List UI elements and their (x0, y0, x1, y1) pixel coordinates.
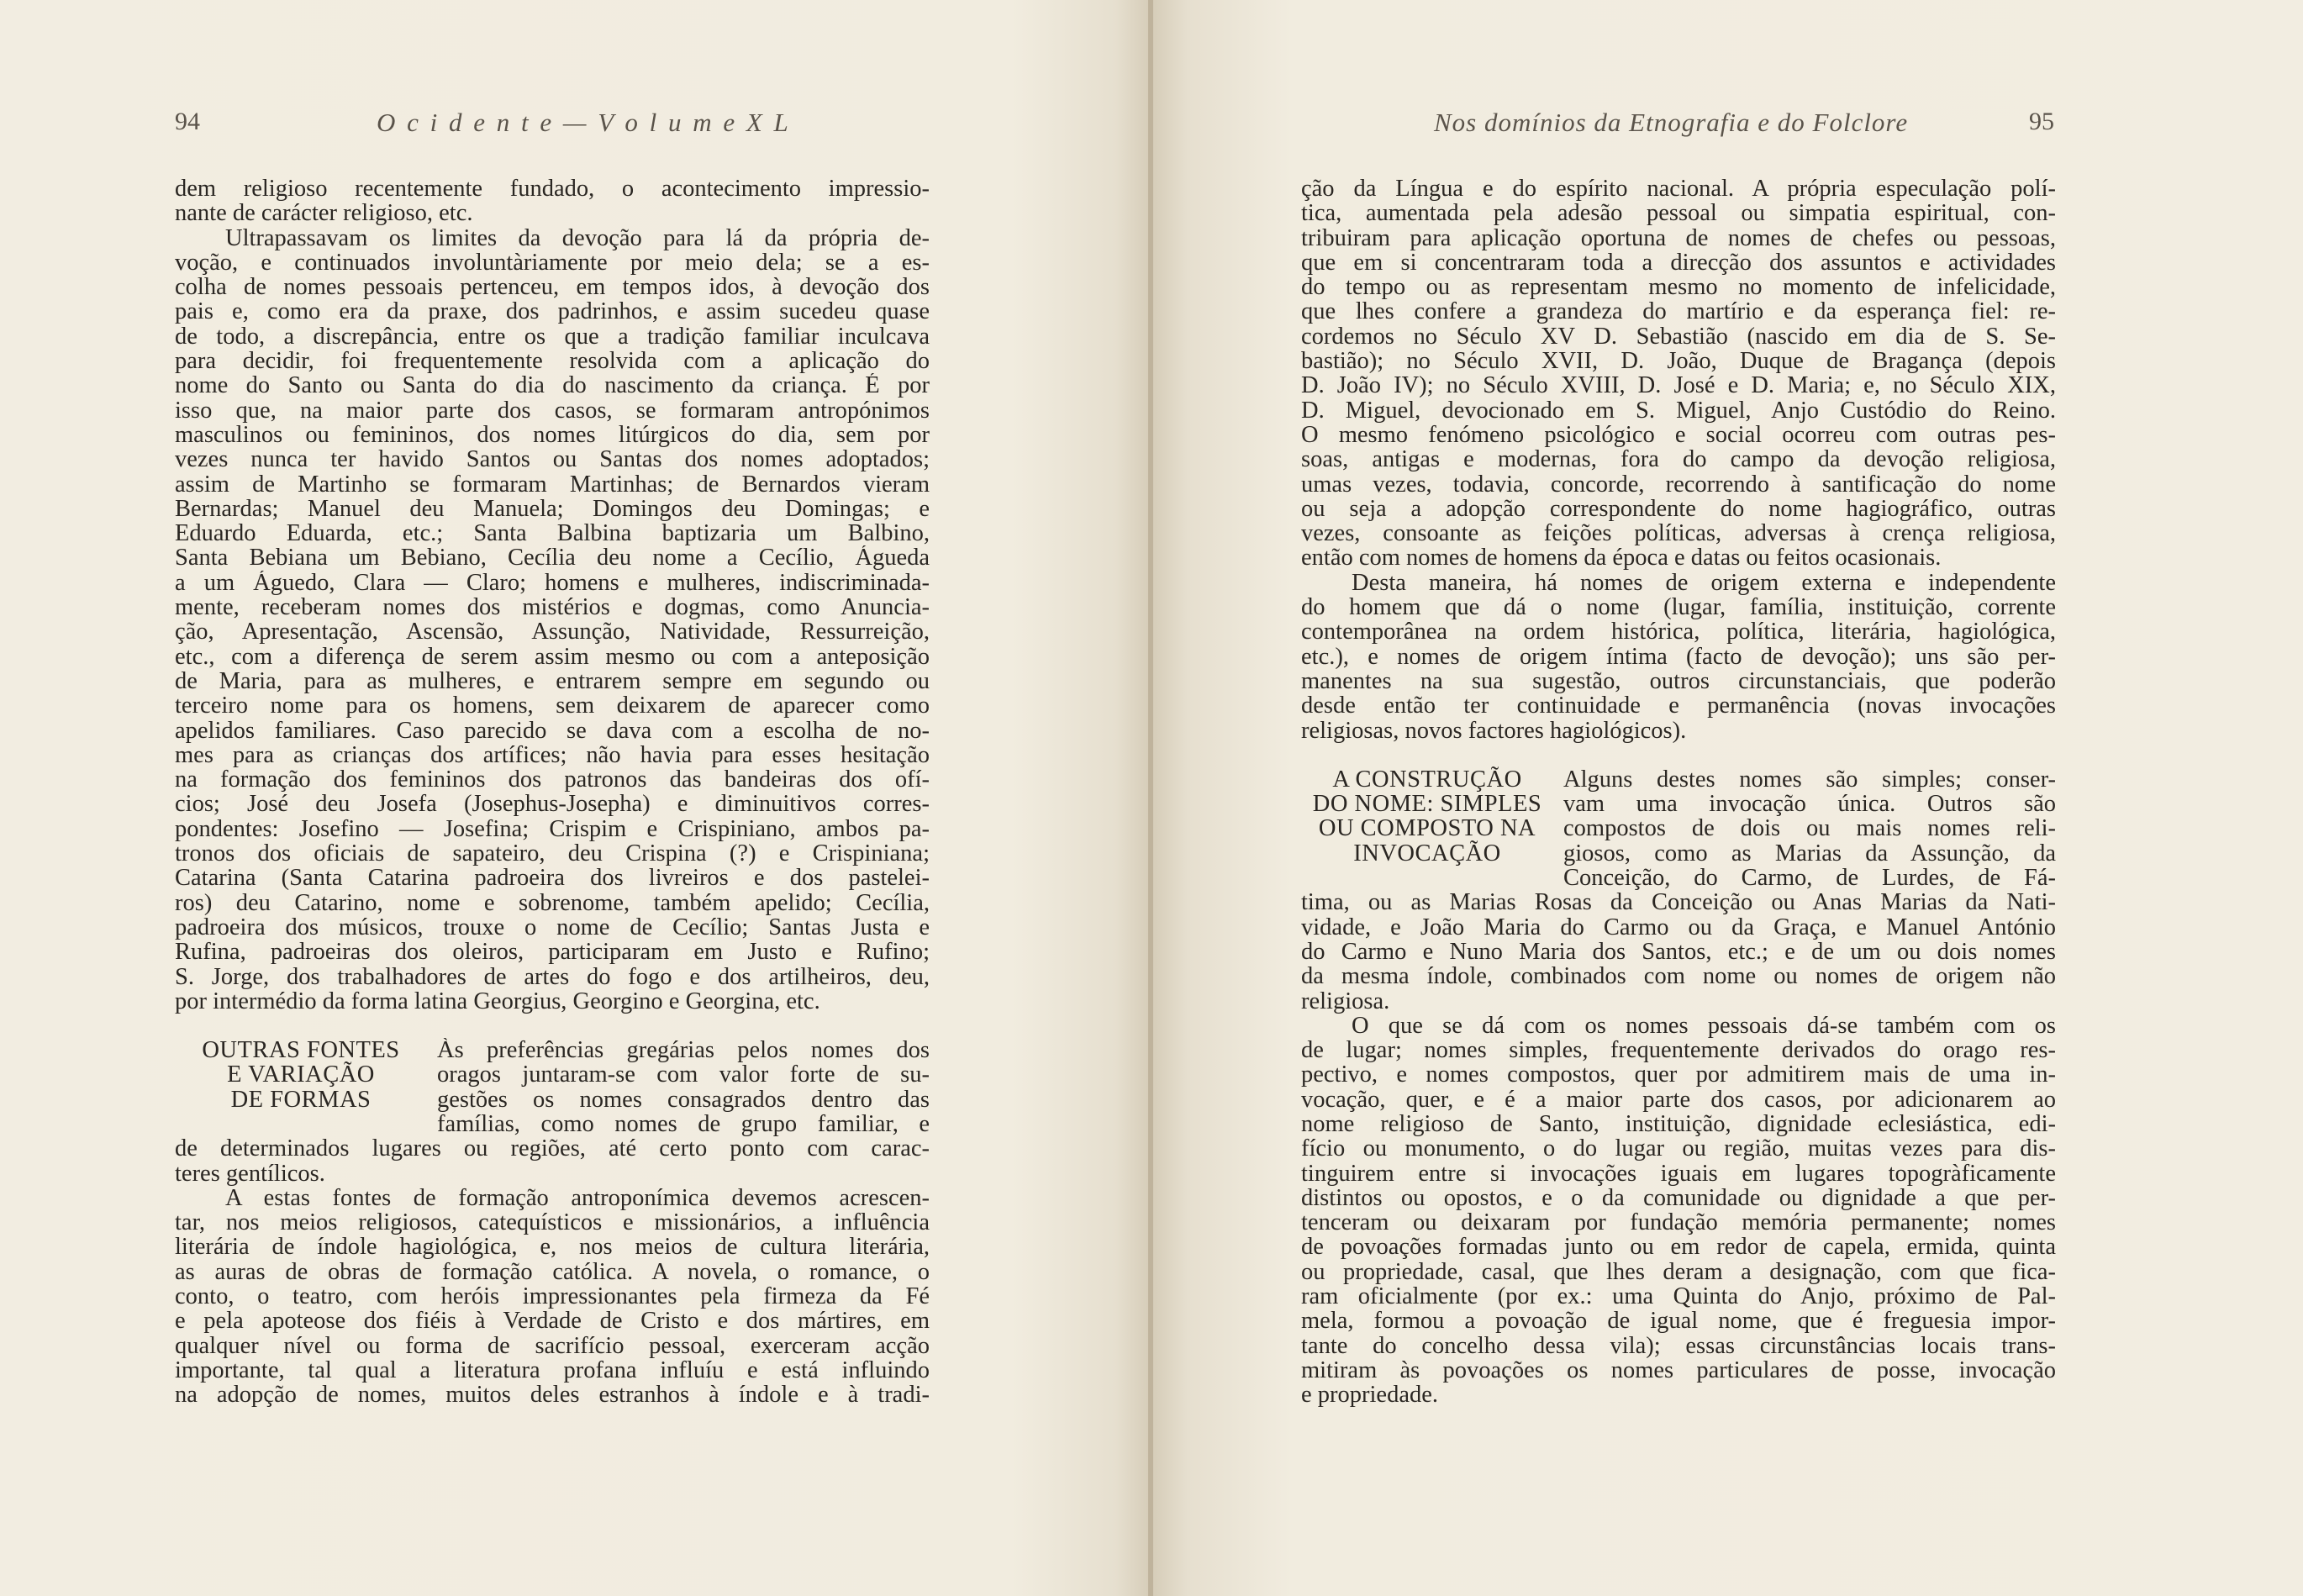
text-line: D. João IV); no Século XVIII, D. José e D. Maria; e, no Século XIX, (1301, 373, 2056, 398)
text-line: tinguirem entre si invocações iguais em lugares topogràficamente (1301, 1161, 2056, 1186)
text-line: fício ou monumento, o do lugar ou região, muitas vezes para dis- (1301, 1136, 2056, 1161)
page-number-left: 94 (175, 108, 200, 135)
text-line: S. Jorge, dos trabalhadores de artes do fogo e dos artilheiros, deu, (175, 964, 930, 989)
text-line: de povoações formadas junto ou em redor de capela, ermida, quinta (1301, 1235, 2056, 1260)
right-paragraph-1 (1301, 176, 2056, 571)
text-line: Às preferências gregárias pelos nomes dos (437, 1038, 930, 1063)
text-line: umas vezes, todavia, concorde, recorrendo à santificação do nome (1301, 471, 2056, 497)
left-paragraph-4 (175, 1186, 930, 1408)
text-line: do homem que dá o nome (lugar, família, instituição, corrente (1301, 595, 2056, 620)
text-line: de Maria, para as mulheres, e entrarem sempre em segundo ou (175, 668, 930, 694)
text-line: da mesma índole, combinados com nome ou nomes de origem não (1301, 964, 2056, 989)
text-line: nome do Santo ou Santa do dia do nascimento da criança. É por (175, 373, 930, 398)
sidehead-line: E VARIAÇÃO (227, 1061, 375, 1088)
text-line: que lhes confere a grandeza do martírio e da esperança fiel: re- (1301, 299, 2056, 324)
page-number-right: 95 (2029, 108, 2054, 135)
text-line: etc.), e nomes de origem íntima (facto de devoção); uns são per- (1301, 644, 2056, 669)
text-line: pondentes: Josefino — Josefina; Crispim e Crispiniano, ambos pa- (175, 816, 930, 842)
text-line: giosos, como as Marias da Assunção, da (1563, 840, 2056, 866)
text-line: na formação dos femininos dos patronos das bandeiras dos ofí- (175, 767, 930, 793)
right-sidehead-section (1301, 767, 2056, 890)
text-line: gestões os nomes consagrados dentro das (437, 1087, 930, 1112)
text-line: tima, ou as Marias Rosas da Conceição ou Anas Marias da Nati- (1301, 890, 2056, 915)
text-line: padroeira dos músicos, trouxe o nome de Cecílio; Santas Justa e (175, 914, 930, 940)
text-line: as auras de obras de formação católica. A novela, o romance, o (175, 1259, 930, 1285)
text-line: tronos dos oficiais de sapateiro, deu Crispina (?) e Crispiniana; (175, 841, 930, 866)
sidehead-line: DE FORMAS (230, 1086, 372, 1113)
text-line: masculinos ou femininos, dos nomes litúrgicos do dia, sem por (175, 422, 930, 448)
text-line: apelidos familiares. Caso parecido se dava com a escolha de no- (175, 718, 930, 743)
text-line: mela, formou a povoação de igual nome, que é freguesia impor- (1301, 1309, 2056, 1334)
text-line: voção, e continuados involuntàriamente por meio dela; se a es- (175, 250, 930, 276)
text-line: distintos ou opostos, e o da comunidade ou dignidade a que per- (1301, 1185, 2056, 1211)
text-line: Santa Bebiana um Bebiano, Cecília deu nome a Cecílio, Águeda (175, 545, 930, 571)
text-line: tenceram ou deixaram por fundação memória permanente; nomes (1301, 1210, 2056, 1235)
text-line: mente, receberam nomes dos mistérios e dogmas, como Anuncia- (175, 595, 930, 620)
text-line: A estas fontes de formação antroponímica devemos acrescen- (225, 1185, 930, 1211)
text-line: do Carmo e Nuno Maria dos Santos, etc.; e de um ou dois nomes (1301, 939, 2056, 965)
text-line: a um Águedo, Clara — Claro; homens e mulheres, indiscriminada- (175, 570, 930, 596)
left-paragraph-2 (175, 226, 930, 1014)
text-line: religiosa. (1301, 988, 1390, 1014)
sidehead-line: INVOCAÇÃO (1353, 840, 1501, 866)
text-line: do tempo ou as representam mesmo no momento de infelicidade, (1301, 275, 2056, 300)
text-line: ou seja a adopção correspondente do nome hagiográfico, outras (1301, 496, 2056, 522)
left-sidehead-section (175, 1038, 930, 1136)
right-text-block (1301, 176, 2056, 1408)
text-line: pais e, como era da praxe, dos padrinhos, e assim sucedeu quase (175, 299, 930, 324)
right-paragraph-3-side (1563, 767, 2056, 890)
text-line: desde então ter continuidade e permanência (novas invocações (1301, 693, 2056, 719)
text-line: na adopção de nomes, muitos deles estranhos à índole e à tradi- (175, 1383, 930, 1408)
text-line: assim de Martinho se formaram Martinhas; de Bernardos vieram (175, 471, 930, 497)
text-line: Conceição, do Carmo, de Lurdes, de Fá- (1563, 866, 2056, 891)
text-line: vezes, consoante as feições políticas, adversas à crença religiosa, (1301, 521, 2056, 546)
text-line: famílias, como nomes de grupo familiar, e (437, 1111, 930, 1137)
right-sidehead (1301, 767, 1553, 866)
left-paragraph-1 (175, 176, 930, 226)
text-line: de determinados lugares ou regiões, até certo ponto com carac- (175, 1136, 930, 1161)
text-line: conto, o teatro, com heróis impressionantes pela firmeza da Fé (175, 1284, 930, 1309)
running-head-left: O c i d e n t e — V o l u m e X L (377, 108, 791, 137)
text-line: tar, nos meios religiosos, catequísticos e missionários, a influência (175, 1210, 930, 1235)
text-line: religiosas, novos factores hagiológicos). (1301, 718, 1687, 743)
text-line: Catarina (Santa Catarina padroeira dos livreiros e dos pastelei- (175, 866, 930, 891)
right-page (1153, 0, 2303, 1596)
text-line: que em si concentraram toda a direcção dos assuntos e actividades (1301, 250, 2056, 276)
text-line: qualquer nível ou forma de sacrifício pessoal, exerceram acção (175, 1333, 930, 1358)
text-line: e propriedade. (1301, 1383, 1438, 1408)
text-line: mitiram às povoações os nomes particulares de posse, invocação (1301, 1357, 2056, 1383)
text-line: cios; José deu Josefa (Josephus-Josepha) e diminuitivos corres- (175, 792, 930, 817)
text-line: dem religioso recentemente fundado, o acontecimento impressio- (175, 176, 930, 202)
text-line: Eduardo Eduarda, etc.; Santa Balbina baptizaria um Balbino, (175, 521, 930, 546)
text-line: pectivo, e nomes compostos, quer por admitirem mais de uma in- (1301, 1062, 2056, 1088)
text-line: para decidir, foi frequentemente resolvida com a aplicação do (175, 349, 930, 374)
text-line: vam uma invocação única. Outros são (1563, 792, 2056, 817)
text-line: teres gentílicos. (175, 1161, 325, 1186)
text-line: literária de índole hagiológica, e, nos meios de cultura literária, (175, 1235, 930, 1260)
text-line: vocação, quer, e é a maior parte dos casos, por adicionarem ao (1301, 1087, 2056, 1112)
left-sidehead (175, 1038, 427, 1112)
text-line: Alguns destes nomes são simples; conser- (1563, 766, 2056, 793)
text-line: vidade, e João Maria do Carmo ou da Graça, e Manuel António (1301, 914, 2056, 940)
text-line: ros) deu Catarino, nome e sobrenome, também apelido; Cecília, (175, 890, 930, 915)
text-line: de todo, a discrepância, entre os que a tradição familiar inculcava (175, 324, 930, 350)
text-line: contemporânea na ordem histórica, política, literária, hagiológica, (1301, 619, 2056, 645)
text-line: por intermédio da forma latina Georgius, Georgino e Georgina, etc. (175, 988, 820, 1014)
text-line: cordemos no Século XV D. Sebastião (nascido em dia de S. Se- (1301, 324, 2056, 350)
sidehead-line: DO NOME: SIMPLES (1312, 791, 1542, 818)
text-line: O mesmo fenómeno psicológico e social ocorreu com outras pes- (1301, 422, 2056, 448)
text-line: Rufina, padroeiras dos oleiros, participaram em Justo e Rufino; (175, 940, 930, 965)
text-line: ção, Apresentação, Ascensão, Assunção, Natividade, Ressurreição, (175, 619, 930, 645)
text-line: nome religioso de Santo, instituição, dignidade eclesiástica, edi- (1301, 1111, 2056, 1137)
text-line: colha de nomes pessoais pertenceu, em tempos idos, à devoção dos (175, 275, 930, 300)
text-line: terceiro nome para os homens, sem deixarem de aparecer como (175, 693, 930, 719)
text-line: etc., com a diferença de serem assim mesmo ou com a anteposição (175, 644, 930, 669)
left-paragraph-3-full (175, 1136, 930, 1186)
text-line: Ultrapassavam os limites da devoção para lá da própria de- (225, 225, 930, 250)
text-line: ção da Língua e do espírito nacional. A própria especulação polí- (1301, 176, 2056, 202)
text-line: tribuiram para aplicação oportuna de nomes de chefes ou pessoas, (1301, 225, 2056, 250)
text-line: então com nomes de homens da época e datas ou feitos ocasionais. (1301, 545, 1942, 571)
text-line: de lugar; nomes simples, frequentemente derivados do orago res- (1301, 1038, 2056, 1063)
sidehead-line: A CONSTRUÇÃO (1332, 766, 1522, 793)
right-paragraph-4 (1301, 1014, 2056, 1408)
text-line: oragos juntaram-se com valor forte de su- (437, 1062, 930, 1088)
text-line: bastião); no Século XVII, D. João, Duque de Bragança (depois (1301, 349, 2056, 374)
text-line: Desta maneira, há nomes de origem externa e independente (1352, 570, 2056, 596)
running-head-right: Nos domínios da Etnografia e do Folclore (1434, 108, 1909, 137)
text-line: Bernardas; Manuel deu Manuela; Domingos deu Domingas; e (175, 496, 930, 522)
text-line: mes para as crianças dos artífices; não havia para esses hesitação (175, 742, 930, 768)
sidehead-line: OUTRAS FONTES (202, 1037, 400, 1064)
right-paragraph-2 (1301, 571, 2056, 743)
text-line: O que se dá com os nomes pessoais dá-se também com os (1352, 1013, 2056, 1039)
text-line: compostos de dois ou mais nomes reli- (1563, 816, 2056, 841)
text-line: D. Miguel, devocionado em S. Miguel, Anjo Custódio do Reino. (1301, 398, 2056, 423)
text-line: isso que, na maior parte dos casos, se formaram antropónimos (175, 398, 930, 423)
text-line: nante de carácter religioso, etc. (175, 201, 473, 226)
left-page (0, 0, 1150, 1596)
text-line: manentes na sua sugestão, outros circunstanciais, que poderão (1301, 668, 2056, 694)
left-text-block (175, 176, 930, 1408)
text-line: importante, tal qual a literatura profana influíu e está influindo (175, 1357, 930, 1383)
text-line: e pela apoteose dos fiéis à Verdade de Cristo e dos mártires, em (175, 1309, 930, 1334)
text-line: vezes nunca ter havido Santos ou Santas dos nomes adoptados; (175, 447, 930, 472)
text-line: tante do concelho dessa vila); essas circunstâncias locais trans- (1301, 1333, 2056, 1358)
text-line: tica, aumentada pela adesão pessoal ou simpatia espiritual, con- (1301, 201, 2056, 226)
right-paragraph-3-full (1301, 890, 2056, 1013)
left-paragraph-3-side (437, 1038, 930, 1136)
text-line: ram oficialmente (por ex.: uma Quinta do Anjo, próximo de Pal- (1301, 1284, 2056, 1309)
text-line: ou propriedade, casal, que lhes deram a designação, com que fica- (1301, 1259, 2056, 1285)
sidehead-line: OU COMPOSTO NA (1318, 815, 1536, 842)
text-line: soas, antigas e modernas, fora do campo da devoção religiosa, (1301, 447, 2056, 472)
